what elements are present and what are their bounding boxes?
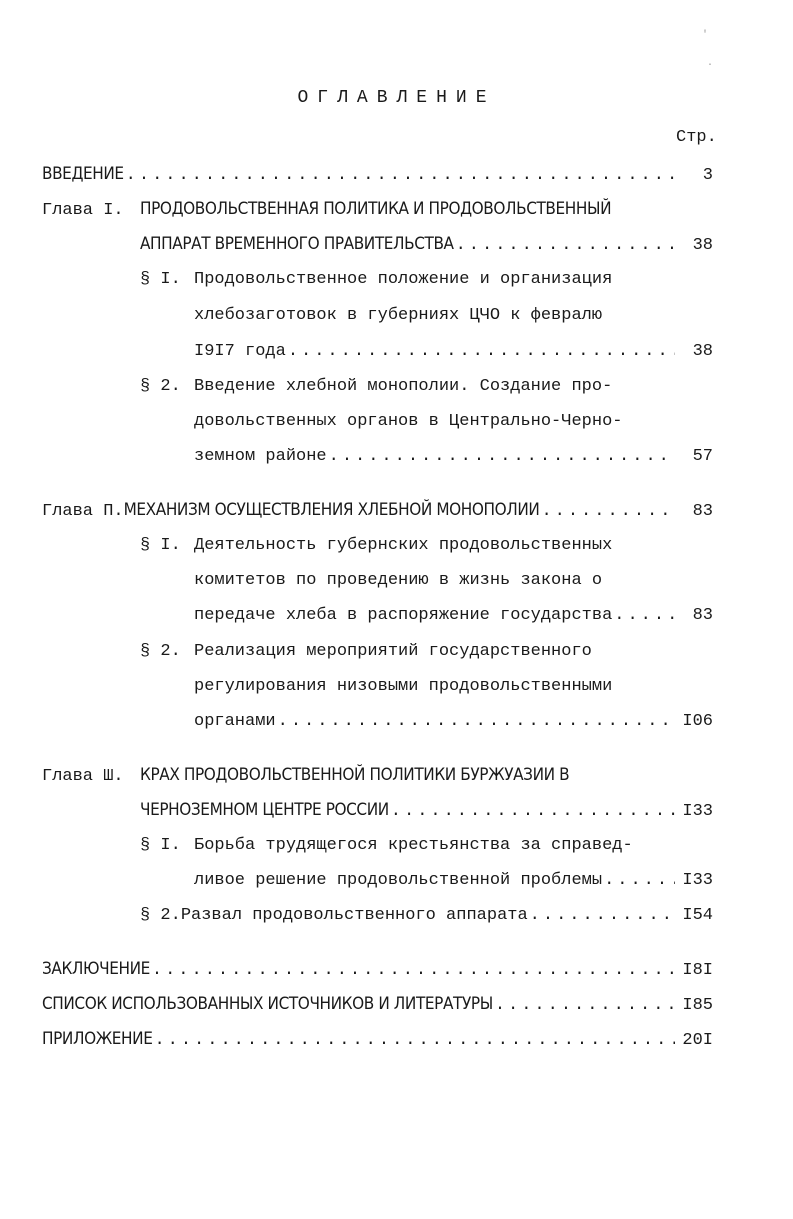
toc-section-3-1-line	[140, 834, 633, 858]
toc-entry-title: СПИСОК ИСПОЛЬЗОВАННЫХ ИСТОЧНИКОВ И ЛИТЕРАТУРЫ	[42, 994, 493, 1014]
scan-mark: '	[702, 30, 709, 41]
section-title-line: ливое решение продовольственной проблемы	[194, 871, 603, 890]
section-title-line: органами	[194, 712, 276, 731]
toc-section-2-1-line	[194, 569, 602, 593]
section-title-line: хлебозаготовок в губерниях ЦЧО к февралю	[194, 306, 603, 325]
page-number: I54	[682, 906, 713, 925]
toc-section-1-1-line	[140, 268, 612, 292]
leader-dots	[278, 710, 675, 734]
section-label: § I.	[140, 836, 181, 855]
chapter-label: Глава П.	[42, 502, 124, 521]
page-number: 38	[692, 342, 713, 361]
page-number: I8I	[682, 961, 713, 980]
section-title-line: Деятельность губернских продовольственных	[194, 536, 613, 555]
page-number: 83	[692, 502, 713, 521]
section-title-line: земном районе	[194, 447, 327, 466]
chapter-title-line: ЧЕРНОЗЕМНОМ ЦЕНТРЕ РОССИИ	[140, 800, 389, 820]
page-number: I85	[682, 996, 713, 1015]
leader-dots	[152, 959, 675, 983]
leader-dots	[154, 1029, 675, 1053]
page-number: 83	[692, 606, 713, 625]
chapter-title-line: МЕХАНИЗМ ОСУЩЕСТВЛЕНИЯ ХЛЕБНОЙ МОНОПОЛИИ	[123, 500, 540, 520]
section-title-line: передаче хлеба в распоряжение государства	[194, 606, 613, 625]
page-number: 3	[702, 166, 713, 185]
page-number: 38	[692, 236, 713, 255]
section-title-line: довольственных органов в Центрально-Черно-	[194, 412, 623, 431]
section-label: § 2.	[140, 377, 181, 396]
toc-entry-conclusion[interactable]	[42, 957, 713, 981]
toc-section-1-2-line	[194, 410, 622, 434]
toc-entry-chapter-3[interactable]	[140, 798, 713, 822]
leader-dots	[614, 604, 675, 628]
toc-section-2-2-line	[194, 675, 612, 699]
toc-entry-title: ПРИЛОЖЕНИЕ	[42, 1029, 153, 1049]
leader-dots	[391, 800, 675, 824]
section-title-line: комитетов по проведению в жизнь закона о	[194, 571, 603, 590]
section-title-line: Продовольственное положение и организация	[194, 270, 613, 289]
section-label: § I.	[140, 536, 181, 555]
toc-entry-section-3-1[interactable]	[194, 869, 713, 893]
page-number: I33	[682, 871, 713, 890]
leader-dots	[288, 340, 675, 364]
toc-entry-appendix[interactable]	[42, 1027, 713, 1051]
section-label: § 2.	[140, 642, 181, 661]
toc-entry-chapter-1[interactable]	[140, 232, 713, 256]
leader-dots	[456, 234, 675, 258]
toc-entry-section-1-2[interactable]	[194, 445, 713, 469]
toc-entry-title: ВВЕДЕНИЕ	[42, 164, 124, 184]
toc-entry-section-2-2[interactable]	[194, 710, 713, 734]
section-title-line: Введение хлебной монополии. Создание про-	[194, 377, 613, 396]
toc-chapter-3-heading	[42, 763, 569, 787]
chapter-title-line: АППАРАТ ВРЕМЕННОГО ПРАВИТЕЛЬСТВА	[140, 234, 454, 254]
toc-entry-title: ЗАКЛЮЧЕНИЕ	[42, 959, 150, 979]
page-title: ОГЛАВЛЕНИЕ	[297, 88, 496, 108]
section-label: § 2.	[140, 906, 181, 925]
section-label: § I.	[140, 270, 181, 289]
page-number: I06	[682, 712, 713, 731]
leader-dots	[530, 904, 675, 928]
section-title-line: I9I7 года	[194, 342, 286, 361]
toc-entry-section-1-1[interactable]	[194, 340, 713, 364]
section-title-line: Борьба трудящегося крестьянства за справед-	[194, 836, 633, 855]
scan-mark: ·	[707, 60, 714, 71]
toc-entry-chapter-2[interactable]	[42, 498, 713, 522]
leader-dots	[495, 994, 675, 1018]
toc-section-2-2-line	[140, 640, 592, 664]
section-title-line: Реализация мероприятий государственного	[194, 642, 592, 661]
toc-chapter-1-heading	[42, 197, 611, 221]
page-number: 20I	[682, 1031, 713, 1050]
chapter-title-line: ПРОДОВОЛЬСТВЕННАЯ ПОЛИТИКА И ПРОДОВОЛЬСТВЕННЫЙ	[140, 199, 612, 219]
toc-section-1-2-line	[140, 375, 612, 399]
leader-dots	[541, 500, 675, 524]
toc-section-1-1-line	[194, 304, 602, 328]
page-column-label: Стр.	[676, 128, 717, 147]
page-number: I33	[682, 802, 713, 821]
leader-dots	[126, 164, 675, 188]
toc-entry-section-2-1[interactable]	[194, 604, 713, 628]
chapter-label: Глава Ш.	[42, 767, 124, 786]
chapter-title-line: КРАХ ПРОДОВОЛЬСТВЕННОЙ ПОЛИТИКИ БУРЖУАЗИИ В	[140, 765, 570, 785]
leader-dots	[329, 445, 675, 469]
toc-entry-intro[interactable]	[42, 162, 713, 186]
chapter-label: Глава I.	[42, 201, 124, 220]
section-title-line: регулирования низовыми продовольственными	[194, 677, 613, 696]
toc-section-2-1-line	[140, 534, 612, 558]
leader-dots	[604, 869, 675, 893]
toc-entry-section-3-2[interactable]	[140, 904, 713, 928]
toc-entry-sources[interactable]	[42, 992, 713, 1016]
page-number: 57	[692, 447, 713, 466]
section-title-line: Развал продовольственного аппарата	[180, 906, 528, 925]
